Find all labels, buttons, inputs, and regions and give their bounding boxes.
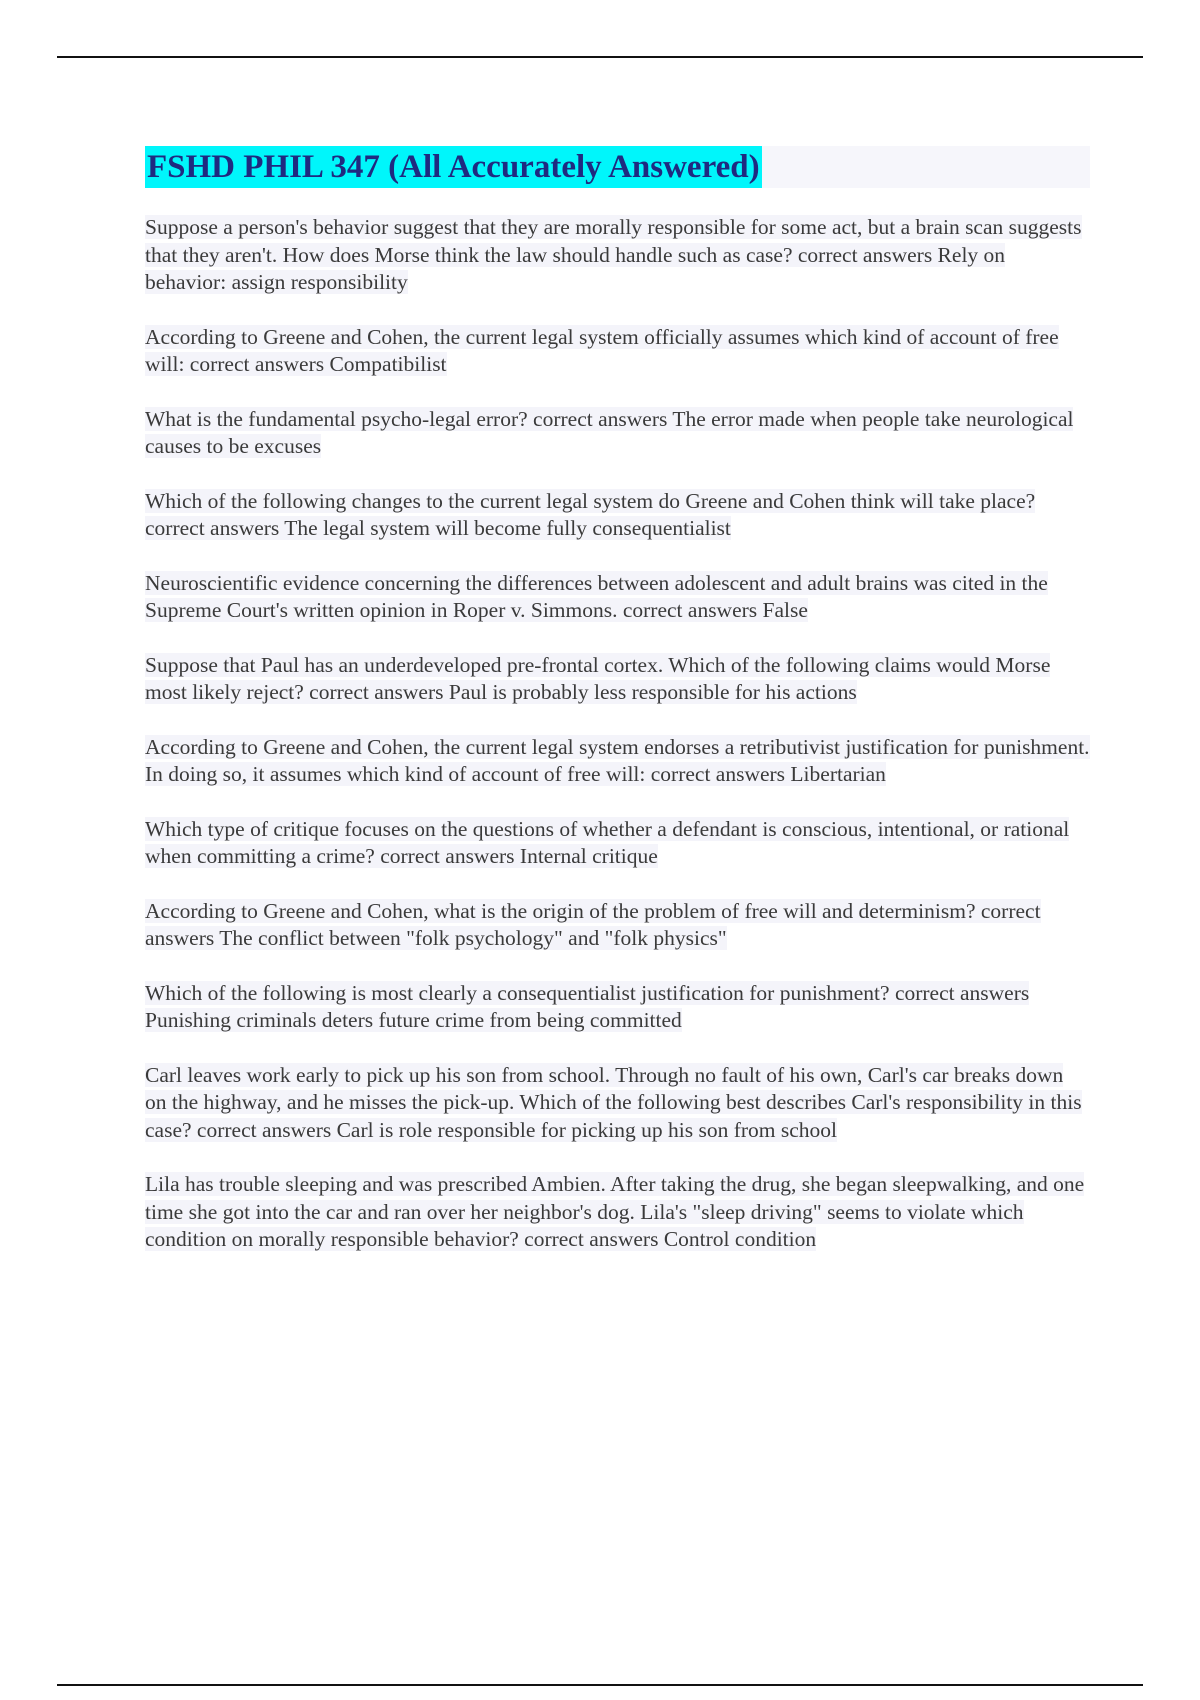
- qa-item: [145, 816, 1090, 871]
- qa-item: [145, 324, 1090, 379]
- bottom-rule: [57, 1684, 1143, 1686]
- qa-text: Suppose a person's behavior suggest that they are morally responsible for some act, but a brain scan suggests that they aren't. How does Morse think the law should handle such as case? correct answers Rely on behavior: assign responsibility: [145, 215, 1082, 294]
- qa-item: [145, 898, 1090, 953]
- top-rule: [57, 56, 1143, 58]
- qa-item: [145, 214, 1090, 297]
- document-title: FSHD PHIL 347 (All Accurately Answered): [145, 146, 762, 188]
- qa-text: Which of the following is most clearly a consequentialist justification for punishment? correct answers Punishing criminals deters future crime from being committed: [145, 980, 1030, 1032]
- qa-item: [145, 488, 1090, 543]
- qa-text: Carl leaves work early to pick up his son from school. Through no fault of his own, Carl's car breaks down on the highway, and he misses the pick-up. Which of the following best describes Carl's responsibility in this case? correct answers Carl is role responsible for picking up his son from school: [145, 1062, 1082, 1142]
- title-band: [145, 146, 1090, 188]
- qa-item: [145, 652, 1090, 707]
- qa-item: [145, 1171, 1090, 1254]
- qa-text: Lila has trouble sleeping and was prescribed Ambien. After taking the drug, she began sleepwalking, and one time she got into the car and ran over her neighbor's dog. Lila's "sleep driving" seems to violate which condition on morally responsible behavior? correct answers Control condition: [145, 1172, 1085, 1251]
- qa-text: Suppose that Paul has an underdeveloped pre-frontal cortex. Which of the following claims would Morse most likely reject? correct answers Paul is probably less responsible for his actions: [145, 652, 1051, 704]
- document-content: [145, 146, 1090, 1281]
- qa-text: What is the fundamental psycho-legal error? correct answers The error made when people take neurological causes to be excuses: [145, 406, 1074, 458]
- qa-text: Which type of critique focuses on the questions of whether a defendant is conscious, intentional, or rational when committing a crime? correct answers Internal critique: [145, 816, 1070, 868]
- qa-item: [145, 1062, 1090, 1145]
- qa-text: According to Greene and Cohen, the current legal system endorses a retributivist justification for punishment. In doing so, it assumes which kind of account of free will: correct answers Libertarian: [145, 734, 1090, 786]
- qa-text: According to Greene and Cohen, what is the origin of the problem of free will and determinism? correct answers The conflict between "folk psychology" and "folk physics": [145, 898, 1041, 950]
- qa-item: [145, 406, 1090, 461]
- qa-text: Which of the following changes to the current legal system do Greene and Cohen think will take place? correct answers The legal system will become fully consequentialist: [145, 488, 1036, 540]
- qa-text: Neuroscientific evidence concerning the differences between adolescent and adult brains was cited in the Supreme Court's written opinion in Roper v. Simmons. correct answers False: [145, 570, 1048, 622]
- qa-item: [145, 734, 1090, 789]
- qa-item: [145, 980, 1090, 1035]
- qa-text: According to Greene and Cohen, the current legal system officially assumes which kind of account of free will: correct answers Compatibilist: [145, 324, 1059, 376]
- qa-item: [145, 570, 1090, 625]
